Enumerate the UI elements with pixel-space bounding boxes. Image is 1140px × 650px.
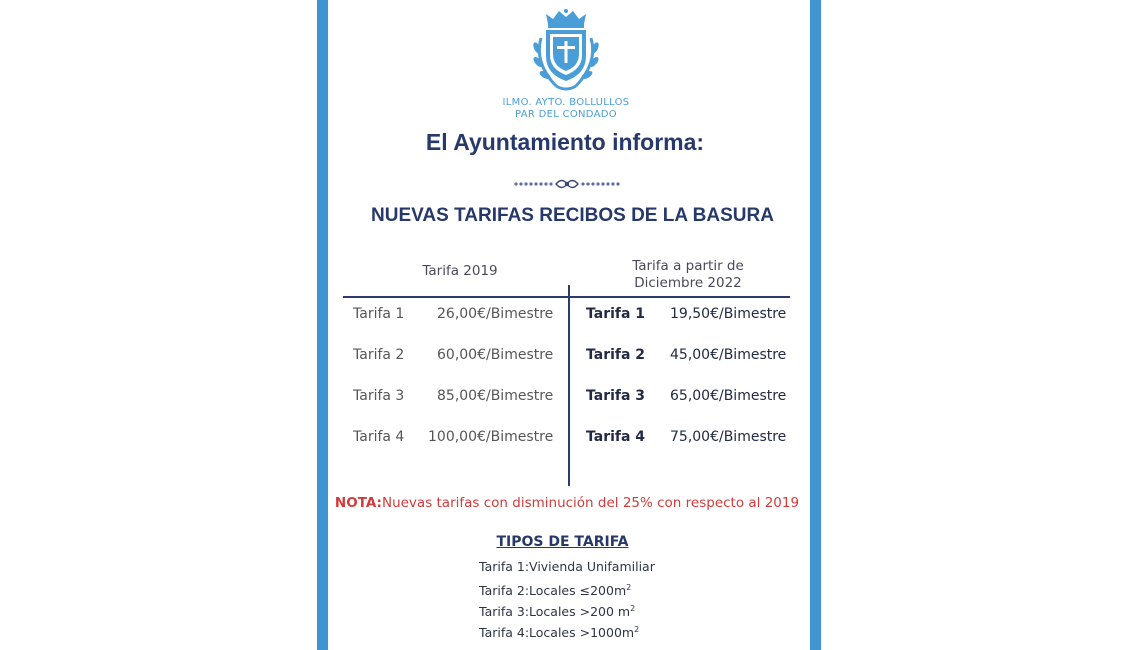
tariff-type-3-superscript: 2 xyxy=(630,604,636,613)
ornament-divider-icon xyxy=(512,177,622,191)
tariff-type-3-text: Tarifa 3:Locales >200 m xyxy=(479,604,631,620)
row-1-new-price: 19,50€/Bimestre xyxy=(670,306,787,322)
table-horizontal-rule xyxy=(343,296,790,298)
row-4-old-label: Tarifa 4 xyxy=(353,429,405,445)
row-3-old-label: Tarifa 3 xyxy=(353,388,405,404)
note-text: Nuevas tarifas con disminución del 25% con respecto al 2019 xyxy=(381,495,800,511)
row-4-new-price: 75,00€/Bimestre xyxy=(670,429,787,445)
column-header-2022-line2: Diciembre 2022 xyxy=(634,275,742,291)
org-name-line1: ILMO. AYTO. BOLLULLOS xyxy=(502,97,630,108)
coat-of-arms-icon xyxy=(526,8,606,94)
row-1-old-price: 26,00€/Bimestre xyxy=(437,306,554,322)
row-3-new-price: 65,00€/Bimestre xyxy=(670,388,787,404)
tariff-type-1-text: Tarifa 1:Vivienda Unifamiliar xyxy=(479,559,655,574)
column-header-2019: Tarifa 2019 xyxy=(422,263,498,279)
column-header-2022-line1: Tarifa a partir de xyxy=(632,258,744,274)
row-4-new-label: Tarifa 4 xyxy=(586,429,646,445)
left-blue-border xyxy=(317,0,328,650)
row-2-new-label: Tarifa 2 xyxy=(586,347,646,363)
row-1-old-label: Tarifa 1 xyxy=(353,306,405,322)
page-headline: El Ayuntamiento informa: xyxy=(425,129,705,155)
row-2-old-label: Tarifa 2 xyxy=(353,347,405,363)
right-blue-border xyxy=(810,0,821,650)
tariff-type-2-superscript: 2 xyxy=(626,583,632,592)
column-header-2022 xyxy=(588,258,788,292)
tariff-type-4 xyxy=(479,622,639,641)
tariff-type-4-text: Tarifa 4:Locales >1000m xyxy=(479,625,635,641)
row-3-new-label: Tarifa 3 xyxy=(586,388,646,404)
table-title: NUEVAS TARIFAS RECIBOS DE LA BASURA xyxy=(371,205,774,226)
tariff-types-title: TIPOS DE TARIFA xyxy=(496,534,629,550)
note-label: NOTA: xyxy=(334,495,382,511)
tariff-type-3 xyxy=(479,601,635,620)
org-name-line2: PAR DEL CONDADO xyxy=(515,109,617,120)
tariff-type-1 xyxy=(479,559,655,575)
note xyxy=(330,495,804,511)
tariff-type-2 xyxy=(479,580,631,599)
row-2-old-price: 60,00€/Bimestre xyxy=(437,347,554,363)
row-3-old-price: 85,00€/Bimestre xyxy=(437,388,554,404)
tariff-type-4-superscript: 2 xyxy=(634,625,640,634)
row-4-old-price: 100,00€/Bimestre xyxy=(428,429,554,445)
row-2-new-price: 45,00€/Bimestre xyxy=(670,347,787,363)
tariff-type-2-text: Tarifa 2:Locales ≤200m xyxy=(479,583,627,599)
table-vertical-rule xyxy=(568,285,570,486)
row-1-new-label: Tarifa 1 xyxy=(586,306,646,322)
